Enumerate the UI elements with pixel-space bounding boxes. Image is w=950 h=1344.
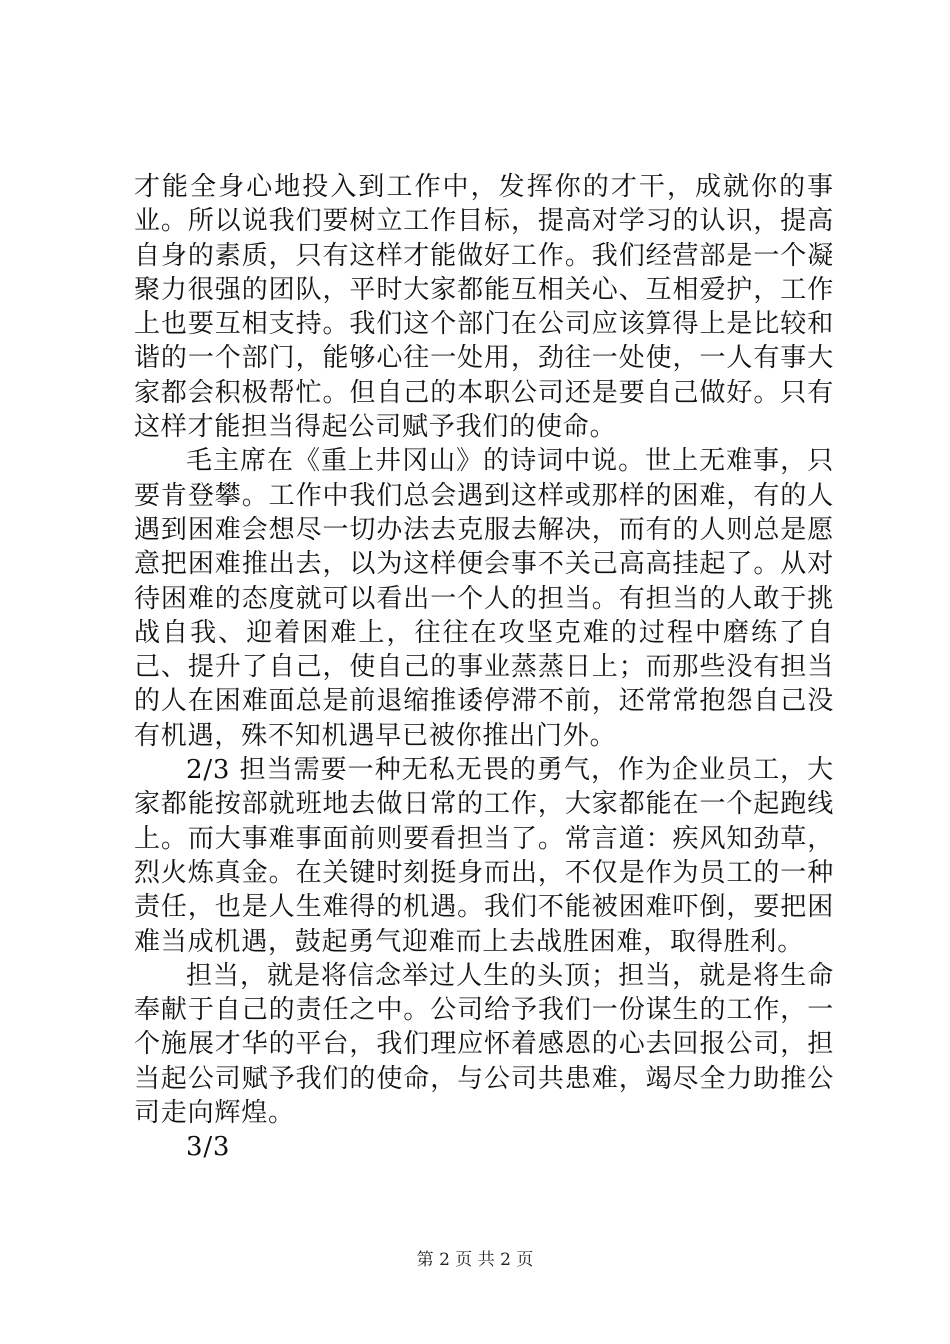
paragraph-3: 2/3 担当需要一种无私无畏的勇气，作为企业员工，大家都能按部就班地去做日常的工作，大家都能在一个起跑线上。而大事难事面前则要看担当了。常言道：疾风知劲草，烈火炼真金。在关键时刻挺身而出，不仅是作为员工的一种责任，也是人生难得的机遇。我们不能被困难吓倒，要把困难当成机遇，鼓起勇气迎难而上去战胜困难，取得胜利。 — [134, 755, 834, 957]
page-footer — [0, 1245, 950, 1270]
document-body — [134, 170, 834, 1165]
paragraph-1: 才能全身心地投入到工作中，发挥你的才干，成就你的事业。所以说我们要树立工作目标，提高对学习的认识，提高自身的素质，只有这样才能做好工作。我们经营部是一个凝聚力很强的团队，平时大家都能互相关心、互相爱护，工作上也要互相支持。我们这个部门在公司应该算得上是比较和谐的一个部门，能够心往一处用，劲往一处使，一人有事大家都会积极帮忙。但自己的本职公司还是要自己做好。只有这样才能担当得起公司赋予我们的使命。 — [134, 172, 834, 443]
paragraph-5: 3/3 — [186, 1132, 231, 1163]
page-number-label: 第 2 页 共 2 页 — [416, 1250, 534, 1270]
paragraph-4: 担当，就是将信念举过人生的头顶；担当，就是将生命奉献于自己的责任之中。公司给予我们一份谋生的工作，一个施展才华的平台，我们理应怀着感恩的心去回报公司，担当起公司赋予我们的使命，与公司共患难，竭尽全力助推公司走向辉煌。 — [134, 960, 834, 1129]
paragraph-2: 毛主席在《重上井冈山》的诗词中说。世上无难事，只要肯登攀。工作中我们总会遇到这样或那样的困难，有的人遇到困难会想尽一切办法去克服去解决，而有的人则总是愿意把困难推出去，以为这样便会事不关己高高挂起了。从对待困难的态度就可以看出一个人的担当。有担当的人敢于挑战自我、迎着困难上，往往在攻坚克难的过程中磨练了自己、提升了自己，使自己的事业蒸蒸日上；而那些没有担当的人在困难面总是前退缩推诿停滞不前，还常常抱怨自己没有机遇，殊不知机遇早已被你推出门外。 — [134, 446, 834, 751]
